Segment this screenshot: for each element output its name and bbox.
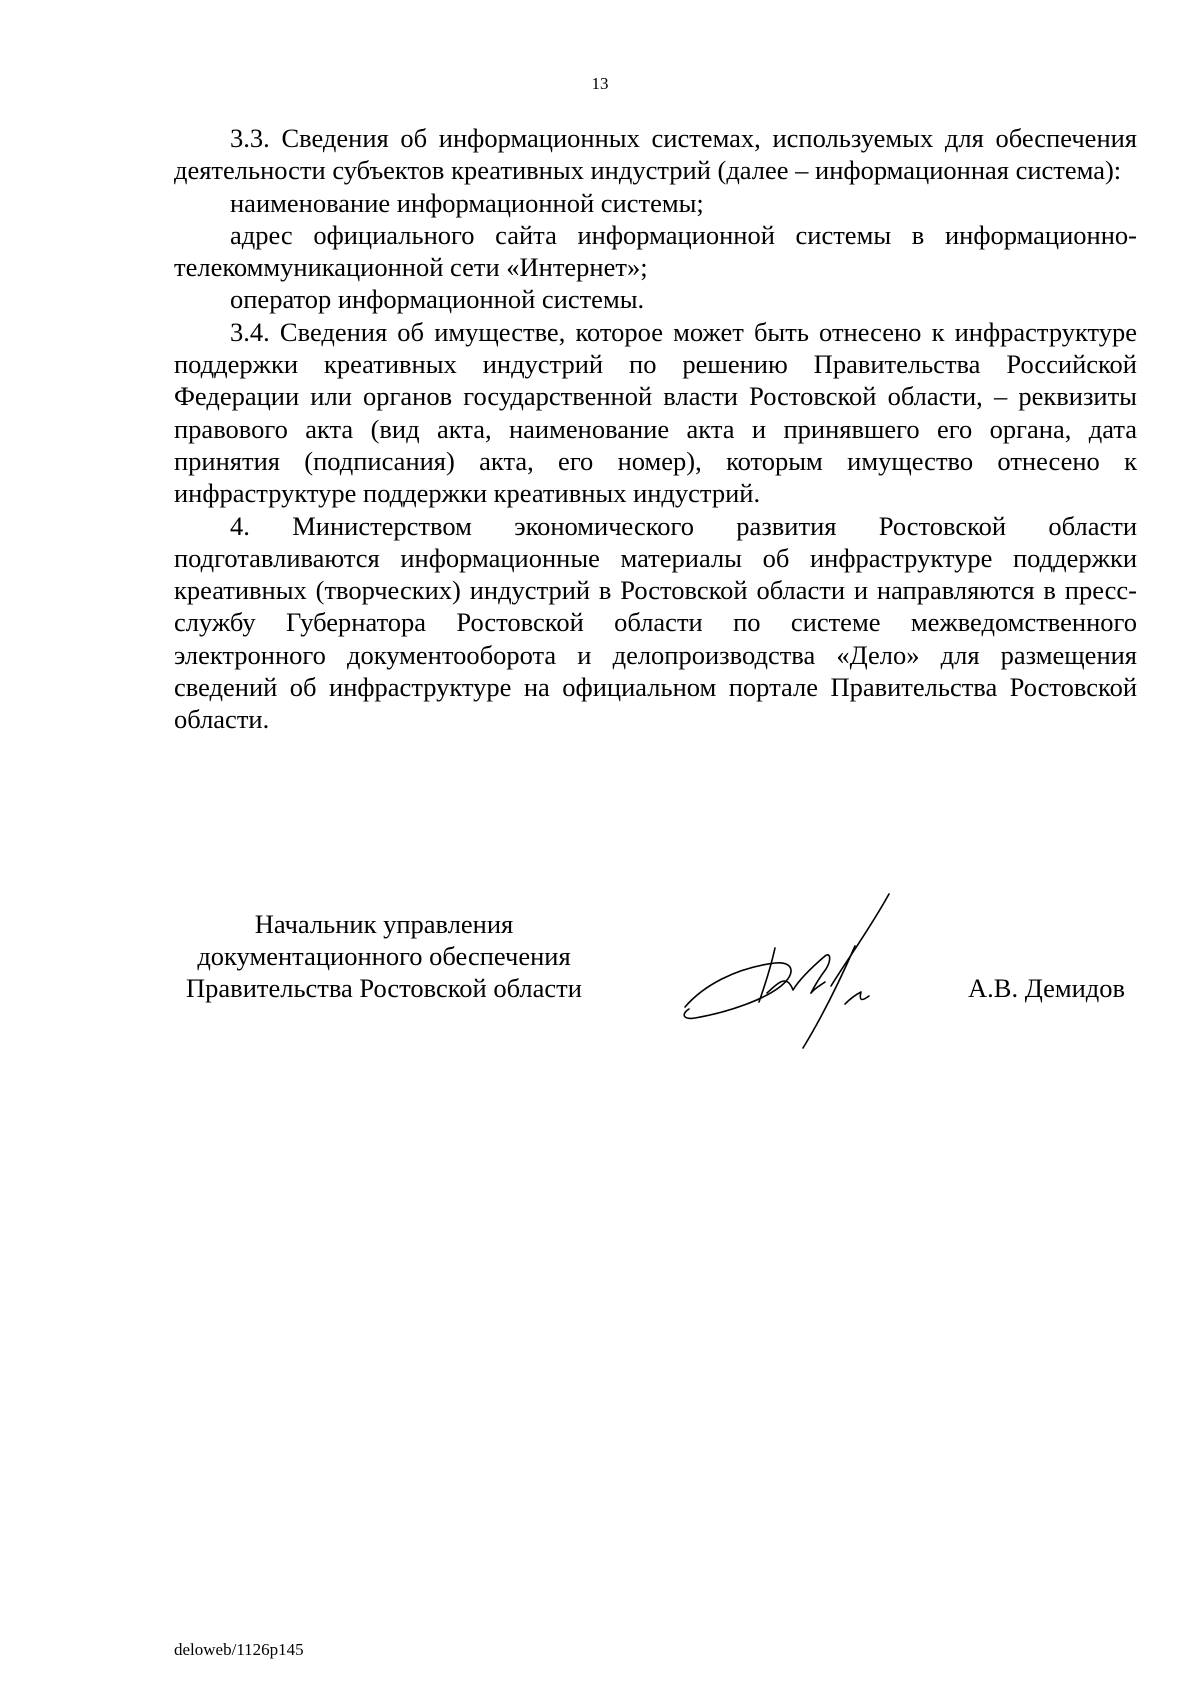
paragraph-4: 4. Министерством экономического развития Ростовской области подготавливаются информационные материалы об инфраструктуре поддержки креативных (творческих) индустрий в Ростовской области и направляются в пресс-службу Губернатора Ростовской области по системе межведомственного электронного документооборота и делопроизводства «Дело» для размещения сведений об инфраструктуре на официальном портале Правительства Ростовской области. [174, 510, 1137, 735]
document-body [174, 122, 1137, 736]
signatory-name: А.В. Демидов [968, 973, 1126, 1003]
handwritten-signature [675, 890, 945, 1050]
document-footer-code: deloweb/1126р145 [174, 1640, 304, 1659]
signatory-title-line: документационного обеспечения [197, 941, 571, 971]
paragraph-3-3: 3.3. Сведения об информационных системах, используемых для обеспечения деятельности субъектов креативных индустрий (далее – информационная система): [174, 123, 1137, 186]
signatory-title-line: Начальник управления [254, 909, 514, 939]
paragraph-is-name: наименование информационной системы; [230, 187, 704, 218]
signatory-title-line: Правительства Ростовской области [186, 973, 582, 1003]
signatory-title [174, 908, 594, 1004]
page-number: 13 [591, 74, 609, 93]
paragraph-is-operator: оператор информационной системы. [230, 284, 645, 315]
paragraph-3-4: 3.4. Сведения об имуществе, которое может быть отнесено к инфраструктуре поддержки креативных индустрий по решению Правительства Российской Федерации или органов государственной власти Ростовской области, – реквизиты правового акта (вид акта, наименование акта и принявшего его органа, дата принятия (подписания) акта, его номер), которым имущество отнесено к инфраструктуре поддержки креативных индустрий. [174, 316, 1137, 509]
paragraph-is-site: адрес официального сайта информационной системы в информационно-телекоммуникационной сети «Интернет»; [174, 219, 1137, 283]
